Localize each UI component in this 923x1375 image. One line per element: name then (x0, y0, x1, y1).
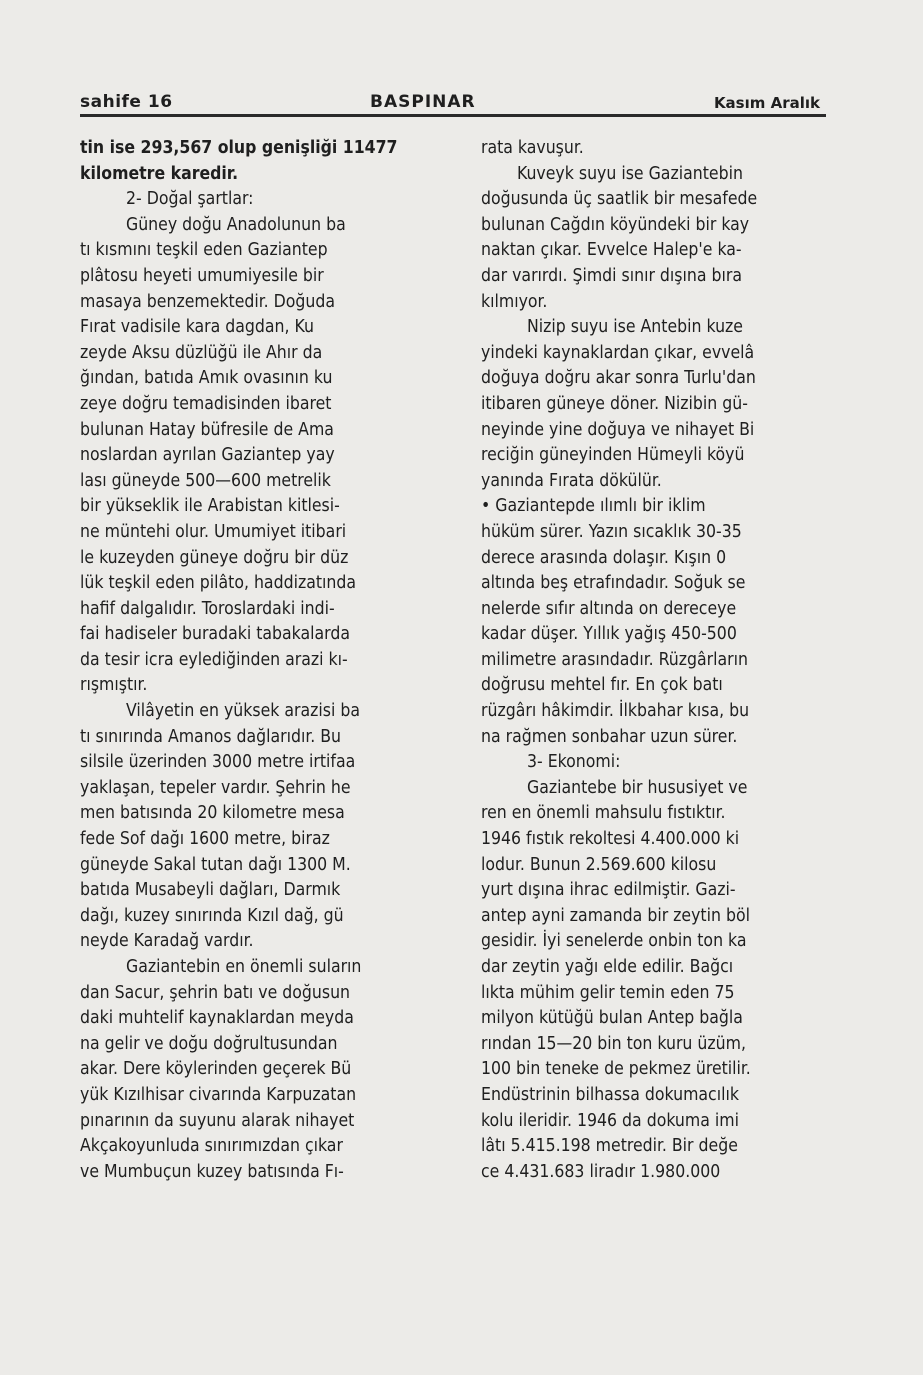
text-line: 3- Ekonomi: (527, 752, 621, 773)
text-line: ve Mumbuçun kuzey batısında Fı- (80, 1161, 344, 1182)
text-line: Vilâyetin en yüksek arazisi ba (126, 701, 361, 722)
text-line: lıkta mühim gelir temin eden 75 (481, 982, 735, 1003)
text-line: bulunan Cağdın köyündeki bir kay (481, 214, 750, 235)
text-line: milyon kütüğü bulan Antep bağla (481, 1008, 743, 1029)
text-line: ne müntehi olur. Umumiyet itibari (80, 521, 347, 542)
text-line: 1946 fıstık rekoltesi 4.400.000 ki (481, 829, 740, 850)
text-line: dar varırdı. Şimdi sınır dışına bıra (481, 265, 742, 286)
text-line: hüküm sürer. Yazın sıcaklık 30-35 (481, 521, 742, 542)
text-line: le kuzeyden güneye doğru bir düz (80, 547, 349, 568)
text-line: dar zeytin yağı elde edilir. Bağcı (481, 957, 734, 977)
text-line: batıda Musabeyli dağları, Darmık (80, 880, 341, 901)
text-line: na rağmen sonbahar uzun sürer. (481, 726, 738, 747)
text-line: akar. Dere köylerinden geçerek Bü (80, 1059, 352, 1080)
text-line: daki muhtelif kaynaklardan meyda (80, 1008, 354, 1029)
text-line: kılmıyor. (481, 291, 548, 312)
text-line: Güney doğu Anadolunun ba (126, 214, 346, 235)
text-line: yük Kızılhisar civarında Karpuzatan (80, 1084, 357, 1105)
text-line: derece arasında dolaşır. Kışın 0 (481, 547, 727, 568)
text-line: dağı, kuzey sınırında Kızıl dağ, gü (80, 905, 344, 926)
text-line: tı kısmını teşkil eden Gaziantep (80, 240, 328, 261)
text-line: Gaziantebe bir hususiyet ve (527, 777, 748, 798)
left-column (80, 136, 450, 1185)
text-line: Gaziantebin en önemli suların (126, 957, 362, 977)
text-line: rüzgârı hâkimdir. İlkbahar kısa, bu (481, 701, 750, 722)
text-line: noslardan ayrılan Gaziantep yay (80, 445, 335, 466)
text-line: lük teşkil eden pilâto, haddizatında (80, 573, 357, 594)
text-line: tin ise 293,567 olup genişliği 11477 (80, 138, 398, 158)
text-line: zeye doğru temadisinden ibaret (80, 393, 332, 414)
text-line: pınarının da suyunu alarak nihayet (80, 1110, 355, 1131)
text-line: doğuya doğru akar sonra Turlu'dan (481, 368, 756, 389)
publication-title: BASPINAR (370, 92, 476, 112)
text-line: itibaren güneye döner. Nizibin gü- (481, 393, 748, 414)
text-line: zeyde Aksu düzlüğü ile Ahır da (80, 342, 323, 363)
header-rule (80, 114, 826, 117)
text-line: lâtı 5.415.198 metredir. Bir değe (481, 1136, 738, 1157)
text-line: masaya benzemektedir. Doğuda (80, 291, 336, 312)
text-line: na gelir ve doğu doğrultusundan (80, 1033, 338, 1054)
text-line: naktan çıkar. Evvelce Halep'e ka- (481, 240, 742, 261)
text-line: neyde Karadağ vardır. (80, 931, 254, 952)
right-column (481, 136, 831, 1185)
text-line: rından 15—20 bin ton kuru üzüm, (481, 1033, 746, 1054)
text-line: milimetre arasındadır. Rüzgârların (481, 649, 748, 670)
text-line: neyinde yine doğuya ve nihayet Bi (481, 419, 755, 440)
text-line: fai hadiseler buradaki tabakalarda (80, 624, 350, 645)
text-line: ğından, batıda Amık ovasının ku (80, 368, 333, 389)
text-line: Kuveyk suyu ise Gaziantebin (517, 163, 743, 184)
text-line: antep ayni zamanda bir zeytin böl (481, 905, 750, 926)
page-header (80, 86, 826, 116)
text-line: 100 bin teneke de pekmez üretilir. (481, 1059, 751, 1080)
text-line: rışmıştır. (80, 675, 148, 696)
text-line: plâtosu heyeti umumiyesile bir (80, 265, 324, 286)
text-line: 2- Doğal şartlar: (126, 189, 254, 210)
text-line: gesidir. İyi senelerde onbin ton ka (481, 931, 747, 952)
text-line: tı sınırında Amanos dağlarıdır. Bu (80, 726, 342, 747)
text-line: ce 4.431.683 liradır 1.980.000 (481, 1161, 721, 1182)
text-line: • Gaziantepde ılımlı bir iklim (481, 496, 706, 517)
text-line: yindeki kaynaklardan çıkar, evvelâ (481, 342, 755, 363)
text-line: rata kavuşur. (481, 138, 584, 158)
text-line: doğusunda üç saatlik bir mesafede (481, 189, 758, 210)
text-line: lası güneyde 500—600 metrelik (80, 470, 331, 491)
text-line: Nizip suyu ise Antebin kuze (527, 317, 743, 338)
text-line: silsile üzerinden 3000 metre irtifaa (80, 752, 356, 773)
text-line: hafif dalgalıdır. Toroslardaki indi- (80, 598, 335, 619)
text-line: men batısında 20 kilometre mesa (80, 803, 345, 824)
text-line: da tesir icra eylediğinden arazi kı- (80, 649, 348, 670)
text-line: reciğin güneyinden Hümeyli köyü (481, 445, 745, 466)
issue-date: Kasım Aralık (713, 94, 820, 112)
text-line: kadar düşer. Yıllık yağış 450-500 (481, 624, 737, 645)
text-line: bulunan Hatay büfresile de Ama (80, 419, 334, 440)
text-line: lodur. Bunun 2.569.600 kilosu (481, 854, 717, 875)
text-line: doğrusu mehtel fır. En çok batı (481, 675, 723, 696)
text-line: dan Sacur, şehrin batı ve doğusun (80, 982, 351, 1003)
text-line: kilometre karedir. (80, 163, 239, 184)
text-line: bir yükseklik ile Arabistan kitlesi- (80, 496, 340, 517)
text-line: altında beş etrafındadır. Soğuk se (481, 573, 746, 594)
text-line: Endüstrinin bilhassa dokumacılık (481, 1084, 739, 1105)
text-line: kolu ileridir. 1946 da dokuma imi (481, 1110, 739, 1131)
text-line: yaklaşan, tepeler vardır. Şehrin he (80, 777, 351, 798)
text-line: yanında Fırata dökülür. (481, 470, 662, 491)
text-line: nelerde sıfır altında on dereceye (481, 598, 737, 619)
page-number: sahife 16 (80, 92, 173, 112)
text-line: güneyde Sakal tutan dağı 1300 M. (80, 854, 351, 875)
text-line: yurt dışına ihrac edilmiştir. Gazi- (481, 880, 736, 901)
text-line: Fırat vadisile kara dagdan, Ku (80, 317, 314, 338)
text-line: fede Sof dağı 1600 metre, biraz (80, 829, 330, 850)
text-line: Akçakoyunluda sınırımızdan çıkar (80, 1136, 343, 1157)
text-line: ren en önemli mahsulu fıstıktır. (481, 803, 726, 824)
